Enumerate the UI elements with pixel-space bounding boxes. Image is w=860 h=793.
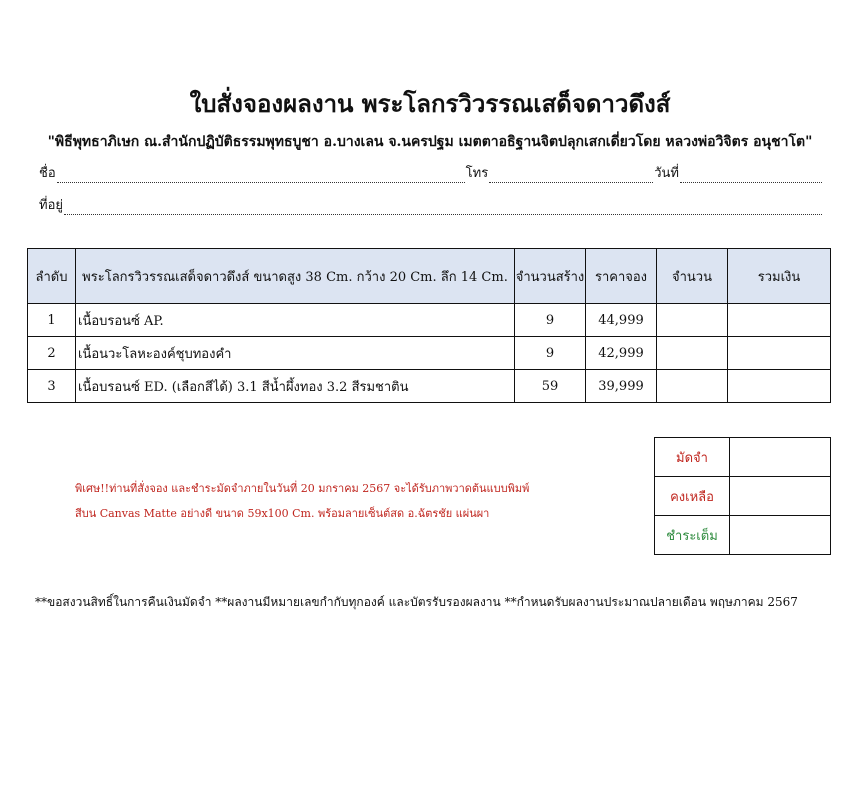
full-payment-field[interactable] <box>730 516 831 555</box>
footer-conditions: **ขอสงวนสิทธิ์ในการคืนเงินมัดจำ **ผลงานมีหมายเลขกำกับทุกองค์ และบัตรรับรองผลงาน **กำหนดรับผลงานประมาณปลายเดือน พฤษภาคม 2567 <box>35 595 798 609</box>
row-description: เนื้อบรอนซ์ AP. <box>76 304 515 337</box>
header-description: พระโลกรวิวรรณเสด็จดาวดึงส์ ขนาดสูง 38 Cm. กว้าง 20 Cm. ลึก 14 Cm. <box>76 249 515 304</box>
remaining-label: คงเหลือ <box>655 477 730 516</box>
table-row <box>28 337 831 370</box>
payment-row <box>655 516 831 555</box>
special-offer-note <box>75 476 529 526</box>
address-field[interactable] <box>64 201 822 215</box>
address-row <box>38 194 822 215</box>
row-created: 59 <box>515 370 586 403</box>
header-quantity: จำนวน <box>657 249 728 304</box>
full-payment-label: ชำระเต็ม <box>655 516 730 555</box>
row-description: เนื้อบรอนซ์ ED. (เลือกสีได้) 3.1 สีน้ำผึ้งทอง 3.2 สีรมชาติน <box>76 370 515 403</box>
payment-row <box>655 438 831 477</box>
phone-field[interactable] <box>489 169 653 183</box>
row-price: 39,999 <box>586 370 657 403</box>
header-no: ลำดับ <box>28 249 76 304</box>
row-no: 3 <box>28 370 76 403</box>
deposit-field[interactable] <box>730 438 831 477</box>
row-quantity-input[interactable] <box>657 337 728 370</box>
page-subtitle: "พิธีพุทธาภิเษก ณ.สำนักปฏิบัติธรรมพุทธบูชา อ.บางเลน จ.นครปฐม เมตตาอธิฐานจิตปลุกเสกเดี่ยวโดย หลวงพ่อวิจิตร อนุชาโต" <box>47 134 813 150</box>
table-row <box>28 370 831 403</box>
note-line-1: พิเศษ!!ท่านที่สั่งจอง และชำระมัดจำภายในวันที่ 20 มกราคม 2567 จะได้รับภาพวาดต้นแบบพิมพ์ <box>75 482 530 495</box>
note-line-2: สีบน Canvas Matte อย่างดี ขนาด 59x100 Cm. พร้อมลายเซ็นต์สด อ.ฉัตรชัย แผ่นผา <box>75 507 490 520</box>
address-label: ที่อยู่ <box>39 198 63 213</box>
remaining-field[interactable] <box>730 477 831 516</box>
name-phone-date-row <box>38 162 822 183</box>
row-no: 2 <box>28 337 76 370</box>
row-total-input[interactable] <box>728 304 831 337</box>
date-label: วันที่ <box>654 166 679 181</box>
table-header-row <box>28 249 831 304</box>
date-field[interactable] <box>680 169 822 183</box>
page-title: ใบสั่งจองผลงาน พระโลกรวิวรรณเสด็จดาวดึงส์ <box>189 89 671 118</box>
header-created: จำนวนสร้าง <box>515 249 586 304</box>
row-created: 9 <box>515 337 586 370</box>
row-total-input[interactable] <box>728 337 831 370</box>
header-total: รวมเงิน <box>728 249 831 304</box>
row-quantity-input[interactable] <box>657 370 728 403</box>
name-field[interactable] <box>57 169 465 183</box>
deposit-label: มัดจำ <box>655 438 730 477</box>
table-row <box>28 304 831 337</box>
payment-table <box>654 437 831 555</box>
row-created: 9 <box>515 304 586 337</box>
row-quantity-input[interactable] <box>657 304 728 337</box>
row-no: 1 <box>28 304 76 337</box>
name-label: ชื่อ <box>39 166 56 181</box>
payment-row <box>655 477 831 516</box>
header-price: ราคาจอง <box>586 249 657 304</box>
row-price: 44,999 <box>586 304 657 337</box>
row-price: 42,999 <box>586 337 657 370</box>
phone-label: โทร <box>465 166 489 181</box>
row-description: เนื้อนวะโลหะองค์ชุบทองคำ <box>76 337 515 370</box>
order-table <box>27 248 831 403</box>
row-total-input[interactable] <box>728 370 831 403</box>
